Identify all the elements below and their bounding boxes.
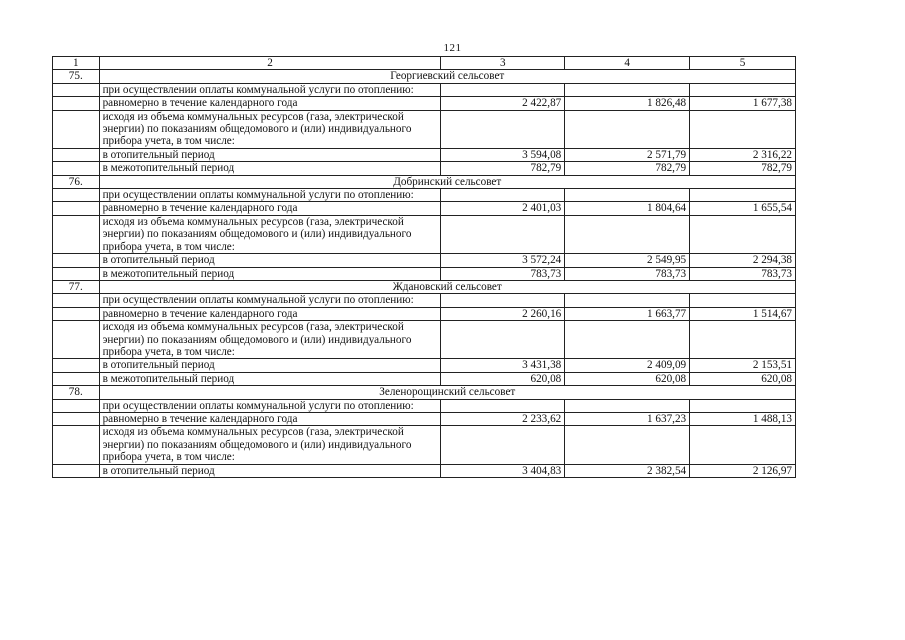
heating-row [53, 359, 796, 372]
value-cell: 620,08 [565, 372, 690, 385]
empty-cell [441, 294, 565, 307]
by-meter-row [53, 110, 796, 148]
empty-cell [565, 215, 690, 253]
row-label: равномерно в течение календарного года [99, 307, 441, 320]
value-cell: 1 663,77 [565, 307, 690, 320]
value-cell: 2 260,16 [441, 307, 565, 320]
empty-cell [565, 189, 690, 202]
tariff-table [52, 56, 796, 478]
value-cell: 2 401,03 [441, 202, 565, 215]
row-label: равномерно в течение календарного года [99, 202, 441, 215]
value-cell: 2 549,95 [565, 254, 690, 267]
intro-row [53, 294, 796, 307]
uniform-row [53, 412, 796, 425]
empty-cell [441, 110, 565, 148]
empty-cell [53, 202, 100, 215]
value-cell: 1 826,48 [565, 97, 690, 110]
section-name: Добринский сельсовет [99, 175, 795, 188]
empty-cell [441, 189, 565, 202]
row-label: исходя из объема коммунальных ресурсов (газа, электрической энергии) по показаниям общедомового и (или) индивидуального прибора учета, в том числе: [99, 426, 441, 464]
value-cell: 2 409,09 [565, 359, 690, 372]
value-cell: 620,08 [690, 372, 796, 385]
column-number: 3 [441, 57, 565, 70]
empty-cell [690, 294, 796, 307]
value-cell: 1 514,67 [690, 307, 796, 320]
offseason-row [53, 372, 796, 385]
row-label: в отопительный период [99, 148, 441, 161]
empty-cell [441, 321, 565, 359]
section-name: Зеленорощинский сельсовет [99, 386, 795, 399]
value-cell: 2 571,79 [565, 148, 690, 161]
empty-cell [53, 426, 100, 464]
value-cell: 1 804,64 [565, 202, 690, 215]
value-cell: 2 153,51 [690, 359, 796, 372]
value-cell: 2 422,87 [441, 97, 565, 110]
by-meter-row [53, 426, 796, 464]
column-number: 5 [690, 57, 796, 70]
intro-row [53, 399, 796, 412]
value-cell: 783,73 [690, 267, 796, 280]
row-label: в межотопительный период [99, 372, 441, 385]
row-label: в отопительный период [99, 464, 441, 477]
empty-cell [565, 399, 690, 412]
row-label: исходя из объема коммунальных ресурсов (газа, электрической энергии) по показаниям общедомового и (или) индивидуального прибора учета, в том числе: [99, 321, 441, 359]
value-cell: 782,79 [565, 162, 690, 175]
value-cell: 3 404,83 [441, 464, 565, 477]
offseason-row [53, 162, 796, 175]
value-cell: 1 637,23 [565, 412, 690, 425]
value-cell: 2 126,97 [690, 464, 796, 477]
empty-cell [53, 215, 100, 253]
page-number: 121 [443, 42, 462, 54]
value-cell: 2 294,38 [690, 254, 796, 267]
intro-row [53, 83, 796, 96]
empty-cell [565, 321, 690, 359]
empty-cell [53, 254, 100, 267]
row-label: в отопительный период [99, 359, 441, 372]
empty-cell [53, 148, 100, 161]
heating-row [53, 464, 796, 477]
row-label: при осуществлении оплаты коммунальной услуги по отоплению: [99, 294, 441, 307]
column-number: 1 [53, 57, 100, 70]
empty-cell [53, 83, 100, 96]
empty-cell [53, 97, 100, 110]
column-number: 4 [565, 57, 690, 70]
row-label: равномерно в течение календарного года [99, 97, 441, 110]
offseason-row [53, 267, 796, 280]
empty-cell [441, 83, 565, 96]
value-cell: 1 655,54 [690, 202, 796, 215]
empty-cell [565, 426, 690, 464]
empty-cell [53, 267, 100, 280]
value-cell: 3 594,08 [441, 148, 565, 161]
uniform-row [53, 202, 796, 215]
empty-cell [690, 189, 796, 202]
row-label: исходя из объема коммунальных ресурсов (газа, электрической энергии) по показаниям общедомового и (или) индивидуального прибора учета, в том числе: [99, 215, 441, 253]
empty-cell [53, 162, 100, 175]
empty-cell [441, 215, 565, 253]
value-cell: 783,73 [565, 267, 690, 280]
value-cell: 2 233,62 [441, 412, 565, 425]
row-label: при осуществлении оплаты коммунальной услуги по отоплению: [99, 83, 441, 96]
empty-cell [690, 399, 796, 412]
empty-cell [53, 294, 100, 307]
empty-cell [690, 426, 796, 464]
empty-cell [53, 307, 100, 320]
value-cell: 1 677,38 [690, 97, 796, 110]
row-label: в отопительный период [99, 254, 441, 267]
value-cell: 2 382,54 [565, 464, 690, 477]
section-header-row [53, 70, 796, 83]
value-cell: 2 316,22 [690, 148, 796, 161]
empty-cell [53, 189, 100, 202]
section-index: 77. [53, 280, 100, 293]
value-cell: 1 488,13 [690, 412, 796, 425]
empty-cell [565, 294, 690, 307]
value-cell: 3 572,24 [441, 254, 565, 267]
value-cell: 782,79 [441, 162, 565, 175]
row-label: в межотопительный период [99, 267, 441, 280]
uniform-row [53, 307, 796, 320]
value-cell: 782,79 [690, 162, 796, 175]
intro-row [53, 189, 796, 202]
row-label: в межотопительный период [99, 162, 441, 175]
column-number: 2 [99, 57, 441, 70]
row-label: при осуществлении оплаты коммунальной услуги по отоплению: [99, 399, 441, 412]
uniform-row [53, 97, 796, 110]
by-meter-row [53, 215, 796, 253]
by-meter-row [53, 321, 796, 359]
empty-cell [53, 359, 100, 372]
empty-cell [441, 399, 565, 412]
section-name: Георгиевский сельсовет [99, 70, 795, 83]
empty-cell [53, 372, 100, 385]
empty-cell [53, 110, 100, 148]
row-label: исходя из объема коммунальных ресурсов (газа, электрической энергии) по показаниям общедомового и (или) индивидуального прибора учета, в том числе: [99, 110, 441, 148]
section-index: 75. [53, 70, 100, 83]
empty-cell [565, 110, 690, 148]
empty-cell [690, 215, 796, 253]
heating-row [53, 148, 796, 161]
value-cell: 3 431,38 [441, 359, 565, 372]
section-header-row [53, 386, 796, 399]
section-index: 76. [53, 175, 100, 188]
value-cell: 620,08 [441, 372, 565, 385]
empty-cell [53, 399, 100, 412]
column-number-row [53, 57, 796, 70]
section-name: Ждановский сельсовет [99, 280, 795, 293]
empty-cell [690, 321, 796, 359]
empty-cell [53, 412, 100, 425]
empty-cell [690, 83, 796, 96]
row-label: при осуществлении оплаты коммунальной услуги по отоплению: [99, 189, 441, 202]
empty-cell [690, 110, 796, 148]
empty-cell [565, 83, 690, 96]
section-header-row [53, 175, 796, 188]
empty-cell [53, 321, 100, 359]
row-label: равномерно в течение календарного года [99, 412, 441, 425]
heating-row [53, 254, 796, 267]
value-cell: 783,73 [441, 267, 565, 280]
section-header-row [53, 280, 796, 293]
section-index: 78. [53, 386, 100, 399]
empty-cell [441, 426, 565, 464]
empty-cell [53, 464, 100, 477]
